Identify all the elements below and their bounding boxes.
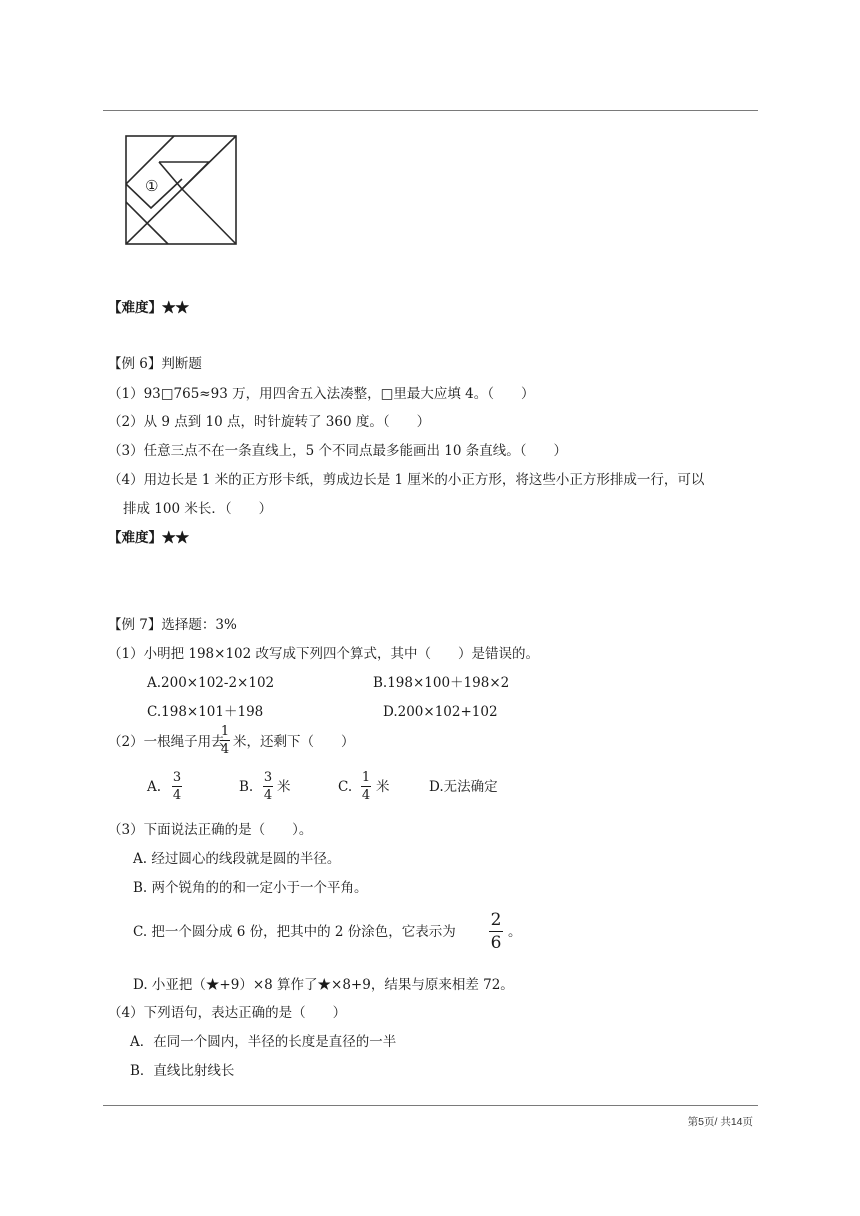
difficulty-label: 【难度】★★ bbox=[108, 530, 189, 546]
fraction-numerator: 2 bbox=[490, 910, 502, 930]
ex7-q2-option-a: A. bbox=[147, 779, 162, 795]
fraction bbox=[361, 770, 371, 803]
header-rule bbox=[103, 110, 758, 111]
fraction-numerator: 3 bbox=[263, 770, 273, 785]
ex6-question-1: （1）93□765≈93 万，用四舍五入法凑整，□里最大应填 4。（ ） bbox=[108, 386, 535, 402]
fraction bbox=[220, 724, 230, 757]
fraction bbox=[172, 770, 182, 803]
ex7-q3-option-d: D. 小亚把（★+9）×8 算作了★×8+9，结果与原来相差 72。 bbox=[133, 977, 514, 993]
fraction-numerator: 1 bbox=[220, 724, 230, 739]
ex7-q4-option-b: B．直线比射线长 bbox=[130, 1063, 235, 1079]
ex7-q2-option-d: D.无法确定 bbox=[429, 779, 498, 795]
fraction-denominator: 4 bbox=[220, 742, 230, 757]
ex7-q2-option-c: C. bbox=[338, 779, 353, 795]
ex7-question-4: （4）下列语句，表达正确的是（ ） bbox=[108, 1005, 347, 1021]
ex6-question-4-line2: 排成 100 米长．（ ） bbox=[123, 501, 273, 517]
ex6-question-3: （3）任意三点不在一条直线上，5 个不同点最多能画出 10 条直线。（ ） bbox=[108, 443, 567, 459]
ex7-q3-option-c: C. 把一个圆分成 6 份，把其中的 2 份涂色，它表示为 bbox=[133, 924, 456, 940]
fraction-numerator: 3 bbox=[172, 770, 182, 785]
fraction-bar bbox=[172, 786, 182, 787]
figure-label: ① bbox=[145, 177, 159, 195]
ex6-question-2: （2）从 9 点到 10 点，时针旋转了 360 度。（ ） bbox=[108, 414, 431, 430]
fraction-denominator: 4 bbox=[361, 788, 371, 803]
fraction-numerator: 1 bbox=[361, 770, 371, 785]
ex7-q2-option-b-unit: 米 bbox=[277, 779, 291, 795]
ex7-q1-option-c: C.198×101＋198 bbox=[147, 704, 264, 720]
ex7-q3-option-b: B. 两个锐角的的和一定小于一个平角。 bbox=[133, 880, 368, 896]
ex7-q3-option-c-end: 。 bbox=[508, 924, 522, 940]
ex7-question-2-suffix: 米，还剩下（ ） bbox=[233, 734, 355, 750]
ex7-q1-option-b: B.198×100＋198×2 bbox=[373, 675, 510, 691]
ex7-q4-option-a: A．在同一个圆内，半径的长度是直径的一半 bbox=[130, 1034, 397, 1050]
fraction-bar bbox=[220, 740, 230, 741]
fraction-denominator: 4 bbox=[263, 788, 273, 803]
ex7-question-1: （1）小明把 198×102 改写成下列四个算式，其中（ ）是错误的。 bbox=[108, 646, 540, 662]
page-number: 第5页/ 共14页 bbox=[687, 1116, 753, 1128]
fraction bbox=[489, 910, 503, 953]
fraction-denominator: 4 bbox=[172, 788, 182, 803]
ex6-question-4-line1: （4）用边长是 1 米的正方形卡纸，剪成边长是 1 厘米的小正方形，将这些小正方形排成一行，可以 bbox=[108, 472, 705, 488]
fraction bbox=[263, 770, 273, 803]
ex7-q1-option-d: D.200×102+102 bbox=[383, 704, 498, 720]
fraction-bar bbox=[263, 786, 273, 787]
ex7-question-3: （3）下面说法正确的是（ ）。 bbox=[108, 822, 313, 838]
ex7-question-2-prefix: （2）一根绳子用去 bbox=[108, 734, 225, 750]
ex7-q3-option-a: A. 经过圆心的线段就是圆的半径。 bbox=[133, 851, 341, 867]
ex7-q1-option-a: A.200×102-2×102 bbox=[147, 675, 275, 691]
ex7-q2-option-c-unit: 米 bbox=[376, 779, 390, 795]
ex7-q2-option-b: B. bbox=[239, 779, 254, 795]
fraction-bar bbox=[361, 786, 371, 787]
fraction-bar bbox=[489, 931, 503, 932]
difficulty-label: 【难度】★★ bbox=[108, 300, 189, 316]
fraction-denominator: 6 bbox=[490, 933, 502, 953]
footer-rule bbox=[103, 1105, 758, 1106]
example-7-title: 【例 7】选择题：3% bbox=[108, 617, 237, 633]
example-6-title: 【例 6】判断题 bbox=[108, 356, 202, 372]
tangram-figure bbox=[125, 135, 237, 245]
